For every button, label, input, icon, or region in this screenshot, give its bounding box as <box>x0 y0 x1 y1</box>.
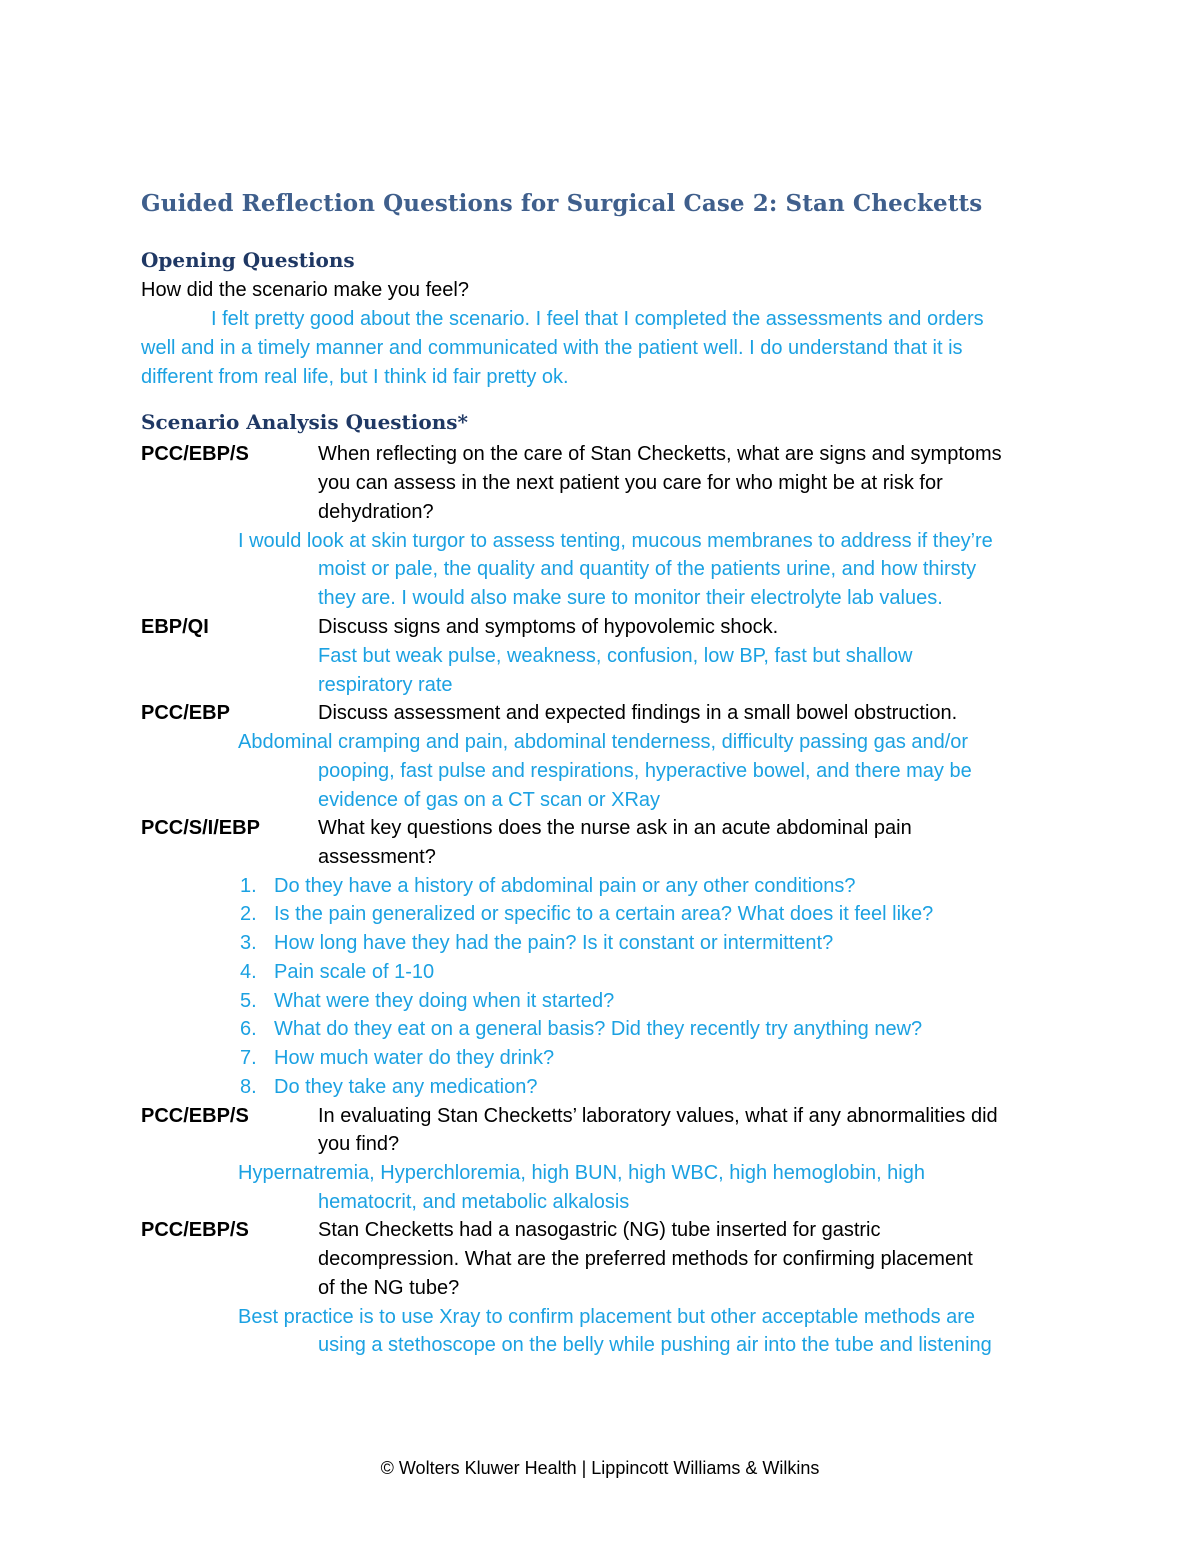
question-line: What key questions does the nurse ask in an acute abdominal pain <box>318 817 912 839</box>
answer-line: respiratory rate <box>318 674 453 696</box>
list-number: 3. <box>240 932 257 954</box>
answer-line: Hypernatremia, Hyperchloremia, high BUN, high WBC, high hemoglobin, high <box>238 1162 925 1184</box>
answer-line: using a stethoscope on the belly while pushing air into the tube and listening <box>318 1334 992 1356</box>
answer-line: evidence of gas on a CT scan or XRay <box>318 789 661 811</box>
answer-line: Fast but weak pulse, weakness, confusion, low BP, fast but shallow <box>318 645 913 667</box>
numbered-answer: Do they have a history of abdominal pain or any other conditions? <box>274 875 856 897</box>
question-line: assessment? <box>318 846 436 868</box>
list-number: 2. <box>240 903 257 925</box>
numbered-answer: What do they eat on a general basis? Did they recently try anything new? <box>274 1018 923 1040</box>
numbered-answer: How much water do they drink? <box>274 1047 555 1069</box>
question-line: When reflecting on the care of Stan Checketts, what are signs and symptoms <box>318 443 1002 465</box>
question-line: decompression. What are the preferred methods for confirming placement <box>318 1248 973 1270</box>
list-number: 8. <box>240 1076 257 1098</box>
answer-line: pooping, fast pulse and respirations, hyperactive bowel, and there may be <box>318 760 972 782</box>
numbered-answer: Do they take any medication? <box>274 1076 538 1098</box>
list-number: 6. <box>240 1018 257 1040</box>
competency-tag: EBP/QI <box>141 616 209 638</box>
list-number: 5. <box>240 990 257 1012</box>
list-number: 4. <box>240 961 257 983</box>
numbered-answer: Is the pain generalized or specific to a certain area? What does it feel like? <box>274 903 934 925</box>
question-line: Stan Checketts had a nasogastric (NG) tube inserted for gastric <box>318 1219 881 1241</box>
answer-line: Abdominal cramping and pain, abdominal tenderness, difficulty passing gas and/or <box>238 731 969 753</box>
opening-answer-line: well and in a timely manner and communicated with the patient well. I do understand that it is <box>141 337 963 359</box>
question-line: dehydration? <box>318 501 434 523</box>
answer-line: I would look at skin turgor to assess tenting, mucous membranes to address if they’re <box>238 530 993 552</box>
competency-tag: PCC/EBP/S <box>141 1219 249 1241</box>
list-number: 1. <box>240 875 257 897</box>
question-line: In evaluating Stan Checketts’ laboratory values, what if any abnormalities did <box>318 1105 998 1127</box>
opening-question: How did the scenario make you feel? <box>141 279 469 301</box>
question-line: Discuss signs and symptoms of hypovolemic shock. <box>318 616 779 638</box>
numbered-answer: What were they doing when it started? <box>274 990 615 1012</box>
competency-tag: PCC/EBP/S <box>141 1105 249 1127</box>
question-line: Discuss assessment and expected findings in a small bowel obstruction. <box>318 702 958 724</box>
copyright-footer: © Wolters Kluwer Health | Lippincott Williams & Wilkins <box>380 1458 820 1478</box>
list-number: 7. <box>240 1047 257 1069</box>
question-line: of the NG tube? <box>318 1277 460 1299</box>
question-line: you can assess in the next patient you care for who might be at risk for <box>318 472 943 494</box>
numbered-answer: How long have they had the pain? Is it constant or intermittent? <box>274 932 834 954</box>
question-line: you find? <box>318 1133 400 1155</box>
opening-answer-line: different from real life, but I think id fair pretty ok. <box>141 366 569 388</box>
answer-line: hematocrit, and metabolic alkalosis <box>318 1191 630 1213</box>
competency-tag: PCC/EBP <box>141 702 230 724</box>
answer-line: they are. I would also make sure to monitor their electrolyte lab values. <box>318 587 943 609</box>
opening-questions-heading: Opening Questions <box>141 248 355 272</box>
document-title: Guided Reflection Questions for Surgical Case 2: Stan Checketts <box>141 190 983 217</box>
numbered-answer: Pain scale of 1-10 <box>274 961 435 983</box>
scenario-analysis-heading: Scenario Analysis Questions* <box>141 410 468 434</box>
competency-tag: PCC/EBP/S <box>141 443 249 465</box>
answer-line: Best practice is to use Xray to confirm placement but other acceptable methods are <box>238 1306 976 1328</box>
opening-answer-line: I felt pretty good about the scenario. I feel that I completed the assessments and orders <box>211 308 984 330</box>
answer-line: moist or pale, the quality and quantity of the patients urine, and how thirsty <box>318 558 977 580</box>
competency-tag: PCC/S/I/EBP <box>141 817 260 839</box>
